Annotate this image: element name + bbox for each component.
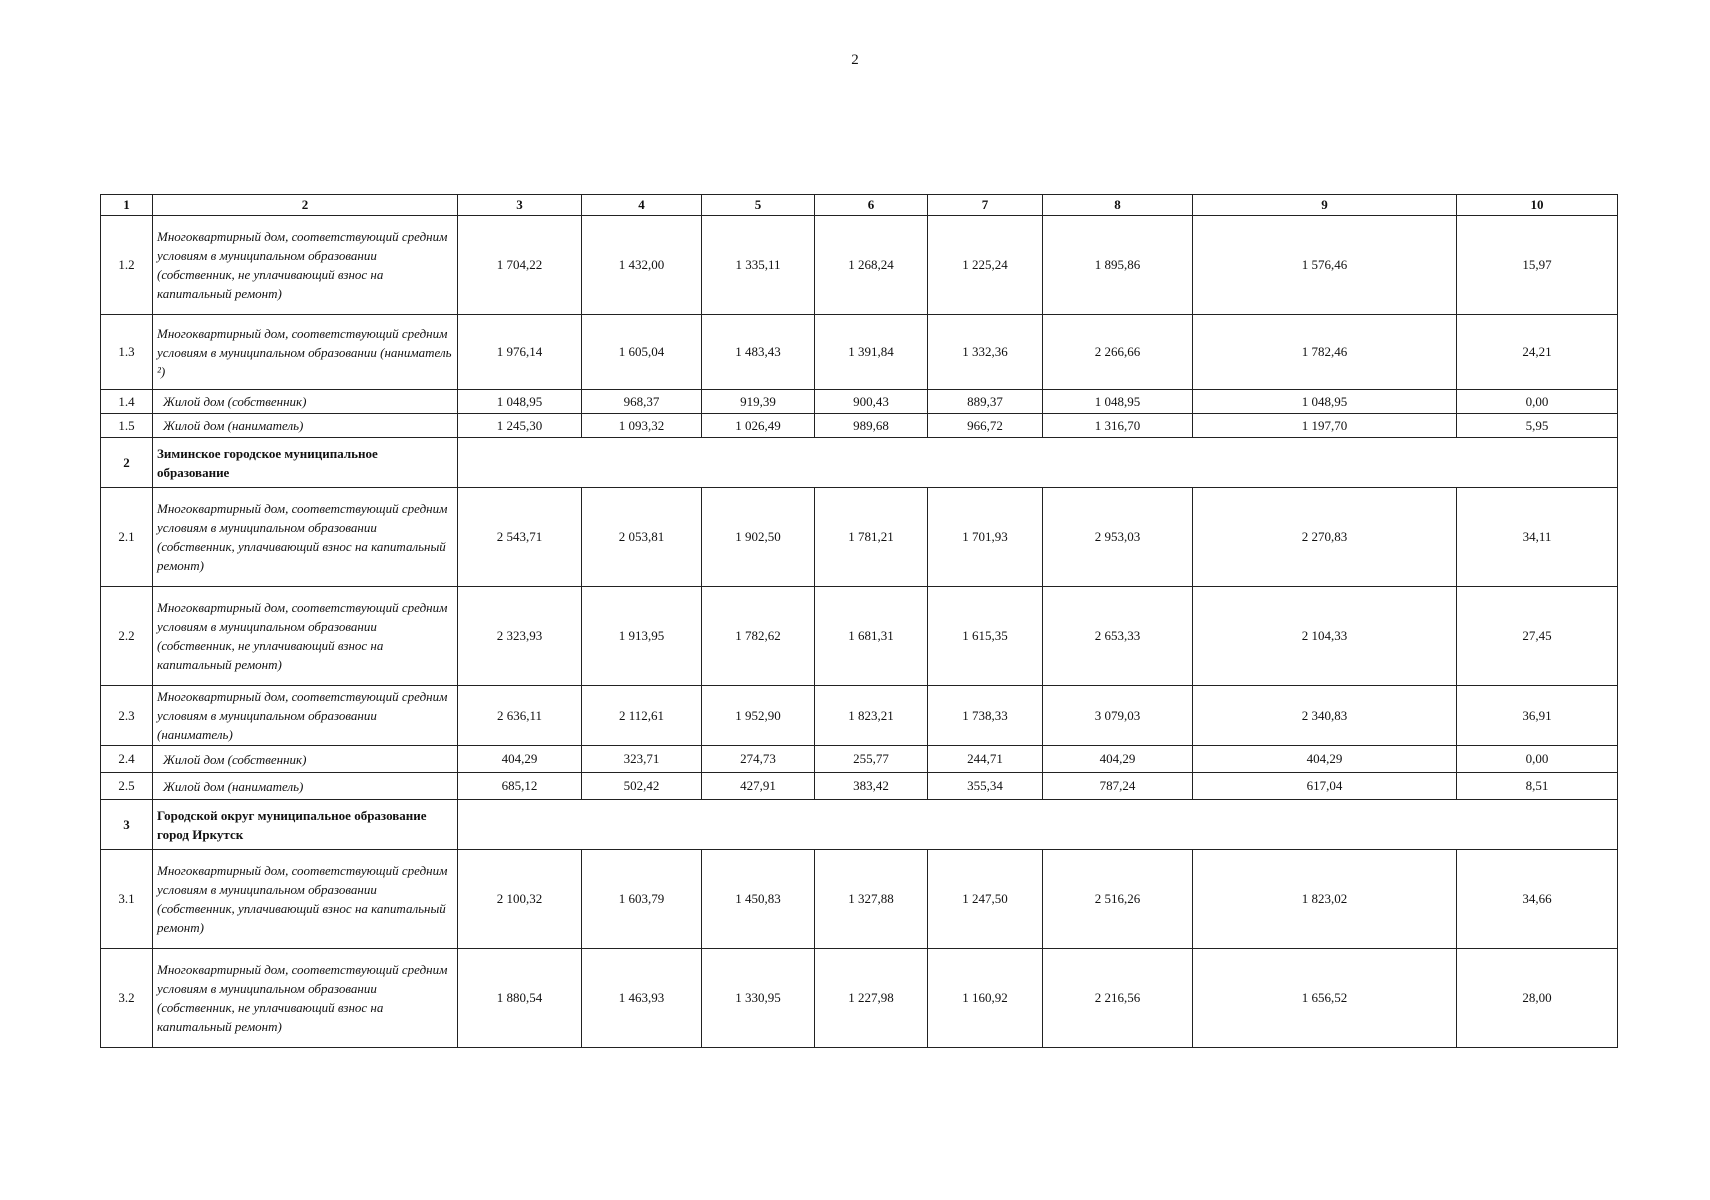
table-row (101, 390, 1618, 414)
row-description: Многоквартирный дом, соответствующий средним условиям в муниципальном образовании (собственник, уплачивающий взнос на капитальный ремонт) (153, 850, 458, 949)
value-cell: 0,00 (1457, 746, 1618, 773)
table-row (101, 315, 1618, 390)
section-title: Городской округ муниципальное образование город Иркутск (153, 800, 458, 850)
section-row (101, 438, 1618, 488)
section-number: 2 (101, 438, 153, 488)
value-cell: 244,71 (928, 746, 1043, 773)
header-cell: 9 (1193, 195, 1457, 216)
value-cell: 404,29 (1043, 746, 1193, 773)
value-cell: 1 603,79 (582, 850, 702, 949)
value-cell: 2 270,83 (1193, 488, 1457, 587)
value-cell: 34,11 (1457, 488, 1618, 587)
value-cell: 3 079,03 (1043, 686, 1193, 746)
row-description: Жилой дом (собственник) (153, 390, 458, 414)
value-cell: 274,73 (702, 746, 815, 773)
value-cell: 2 104,33 (1193, 587, 1457, 686)
value-cell: 919,39 (702, 390, 815, 414)
value-cell: 968,37 (582, 390, 702, 414)
row-number: 1.4 (101, 390, 153, 414)
value-cell: 1 483,43 (702, 315, 815, 390)
value-cell: 404,29 (1193, 746, 1457, 773)
value-cell: 1 247,50 (928, 850, 1043, 949)
table-row (101, 850, 1618, 949)
value-cell: 1 823,21 (815, 686, 928, 746)
value-cell: 1 895,86 (1043, 216, 1193, 315)
row-number: 2.2 (101, 587, 153, 686)
value-cell: 2 266,66 (1043, 315, 1193, 390)
value-cell: 1 432,00 (582, 216, 702, 315)
value-cell: 889,37 (928, 390, 1043, 414)
value-cell: 1 330,95 (702, 949, 815, 1048)
value-cell: 2 653,33 (1043, 587, 1193, 686)
table-row (101, 216, 1618, 315)
header-cell: 1 (101, 195, 153, 216)
value-cell: 1 225,24 (928, 216, 1043, 315)
section-fill (458, 800, 1618, 850)
value-cell: 1 823,02 (1193, 850, 1457, 949)
value-cell: 1 781,21 (815, 488, 928, 587)
header-cell: 6 (815, 195, 928, 216)
value-cell: 27,45 (1457, 587, 1618, 686)
value-cell: 36,91 (1457, 686, 1618, 746)
value-cell: 34,66 (1457, 850, 1618, 949)
row-description: Жилой дом (наниматель) (153, 773, 458, 800)
value-cell: 502,42 (582, 773, 702, 800)
value-cell: 1 738,33 (928, 686, 1043, 746)
value-cell: 1 327,88 (815, 850, 928, 949)
header-cell: 8 (1043, 195, 1193, 216)
value-cell: 1 952,90 (702, 686, 815, 746)
value-cell: 355,34 (928, 773, 1043, 800)
row-number: 2.3 (101, 686, 153, 746)
row-description: Многоквартирный дом, соответствующий средним условиям в муниципальном образовании (наниматель) (153, 686, 458, 746)
table-row (101, 746, 1618, 773)
value-cell: 28,00 (1457, 949, 1618, 1048)
value-cell: 1 316,70 (1043, 414, 1193, 438)
value-cell: 1 782,62 (702, 587, 815, 686)
value-cell: 1 681,31 (815, 587, 928, 686)
value-cell: 1 391,84 (815, 315, 928, 390)
row-number: 3.2 (101, 949, 153, 1048)
value-cell: 1 902,50 (702, 488, 815, 587)
row-description: Жилой дом (собственник) (153, 746, 458, 773)
value-cell: 1 656,52 (1193, 949, 1457, 1048)
header-cell: 5 (702, 195, 815, 216)
section-fill (458, 438, 1618, 488)
header-cell: 7 (928, 195, 1043, 216)
header-row (101, 195, 1618, 216)
value-cell: 2 516,26 (1043, 850, 1193, 949)
value-cell: 989,68 (815, 414, 928, 438)
table-row (101, 414, 1618, 438)
value-cell: 1 701,93 (928, 488, 1043, 587)
value-cell: 1 227,98 (815, 949, 928, 1048)
tariff-table (100, 194, 1618, 1048)
value-cell: 966,72 (928, 414, 1043, 438)
value-cell: 2 323,93 (458, 587, 582, 686)
value-cell: 1 335,11 (702, 216, 815, 315)
value-cell: 2 112,61 (582, 686, 702, 746)
value-cell: 787,24 (1043, 773, 1193, 800)
value-cell: 1 268,24 (815, 216, 928, 315)
value-cell: 1 197,70 (1193, 414, 1457, 438)
row-description: Многоквартирный дом, соответствующий средним условиям в муниципальном образовании (собственник, не уплачивающий взнос на капитальный ремонт) (153, 949, 458, 1048)
table-row (101, 773, 1618, 800)
value-cell: 8,51 (1457, 773, 1618, 800)
row-description: Многоквартирный дом, соответствующий средним условиям в муниципальном образовании (наниматель ²) (153, 315, 458, 390)
value-cell: 404,29 (458, 746, 582, 773)
value-cell: 383,42 (815, 773, 928, 800)
value-cell: 1 026,49 (702, 414, 815, 438)
value-cell: 255,77 (815, 746, 928, 773)
value-cell: 1 976,14 (458, 315, 582, 390)
header-cell: 10 (1457, 195, 1618, 216)
row-number: 1.5 (101, 414, 153, 438)
value-cell: 1 245,30 (458, 414, 582, 438)
row-number: 1.2 (101, 216, 153, 315)
table-row (101, 686, 1618, 746)
value-cell: 323,71 (582, 746, 702, 773)
header-cell: 4 (582, 195, 702, 216)
value-cell: 1 576,46 (1193, 216, 1457, 315)
section-number: 3 (101, 800, 153, 850)
value-cell: 5,95 (1457, 414, 1618, 438)
value-cell: 685,12 (458, 773, 582, 800)
value-cell: 617,04 (1193, 773, 1457, 800)
value-cell: 1 332,36 (928, 315, 1043, 390)
value-cell: 2 636,11 (458, 686, 582, 746)
page-number: 2 (851, 52, 859, 68)
row-number: 3.1 (101, 850, 153, 949)
section-title: Зиминское городское муниципальное образование (153, 438, 458, 488)
header-cell: 2 (153, 195, 458, 216)
value-cell: 1 093,32 (582, 414, 702, 438)
value-cell: 1 605,04 (582, 315, 702, 390)
value-cell: 0,00 (1457, 390, 1618, 414)
value-cell: 1 913,95 (582, 587, 702, 686)
value-cell: 1 704,22 (458, 216, 582, 315)
value-cell: 2 953,03 (1043, 488, 1193, 587)
row-description: Многоквартирный дом, соответствующий средним условиям в муниципальном образовании (собственник, не уплачивающий взнос на капитальный ремонт) (153, 587, 458, 686)
value-cell: 1 615,35 (928, 587, 1043, 686)
table-row (101, 949, 1618, 1048)
value-cell: 1 160,92 (928, 949, 1043, 1048)
value-cell: 1 048,95 (458, 390, 582, 414)
value-cell: 2 340,83 (1193, 686, 1457, 746)
row-description: Многоквартирный дом, соответствующий средним условиям в муниципальном образовании (собственник, уплачивающий взнос на капитальный ремонт) (153, 488, 458, 587)
value-cell: 427,91 (702, 773, 815, 800)
value-cell: 1 880,54 (458, 949, 582, 1048)
row-description: Жилой дом (наниматель) (153, 414, 458, 438)
value-cell: 1 048,95 (1193, 390, 1457, 414)
table-row (101, 488, 1618, 587)
value-cell: 1 782,46 (1193, 315, 1457, 390)
value-cell: 15,97 (1457, 216, 1618, 315)
value-cell: 2 543,71 (458, 488, 582, 587)
row-number: 2.5 (101, 773, 153, 800)
row-number: 1.3 (101, 315, 153, 390)
table-row (101, 587, 1618, 686)
value-cell: 1 463,93 (582, 949, 702, 1048)
row-number: 2.1 (101, 488, 153, 587)
value-cell: 24,21 (1457, 315, 1618, 390)
value-cell: 2 100,32 (458, 850, 582, 949)
row-number: 2.4 (101, 746, 153, 773)
value-cell: 1 048,95 (1043, 390, 1193, 414)
value-cell: 2 216,56 (1043, 949, 1193, 1048)
row-description: Многоквартирный дом, соответствующий средним условиям в муниципальном образовании (собственник, не уплачивающий взнос на капитальный ремонт) (153, 216, 458, 315)
header-cell: 3 (458, 195, 582, 216)
section-row (101, 800, 1618, 850)
value-cell: 2 053,81 (582, 488, 702, 587)
value-cell: 1 450,83 (702, 850, 815, 949)
value-cell: 900,43 (815, 390, 928, 414)
